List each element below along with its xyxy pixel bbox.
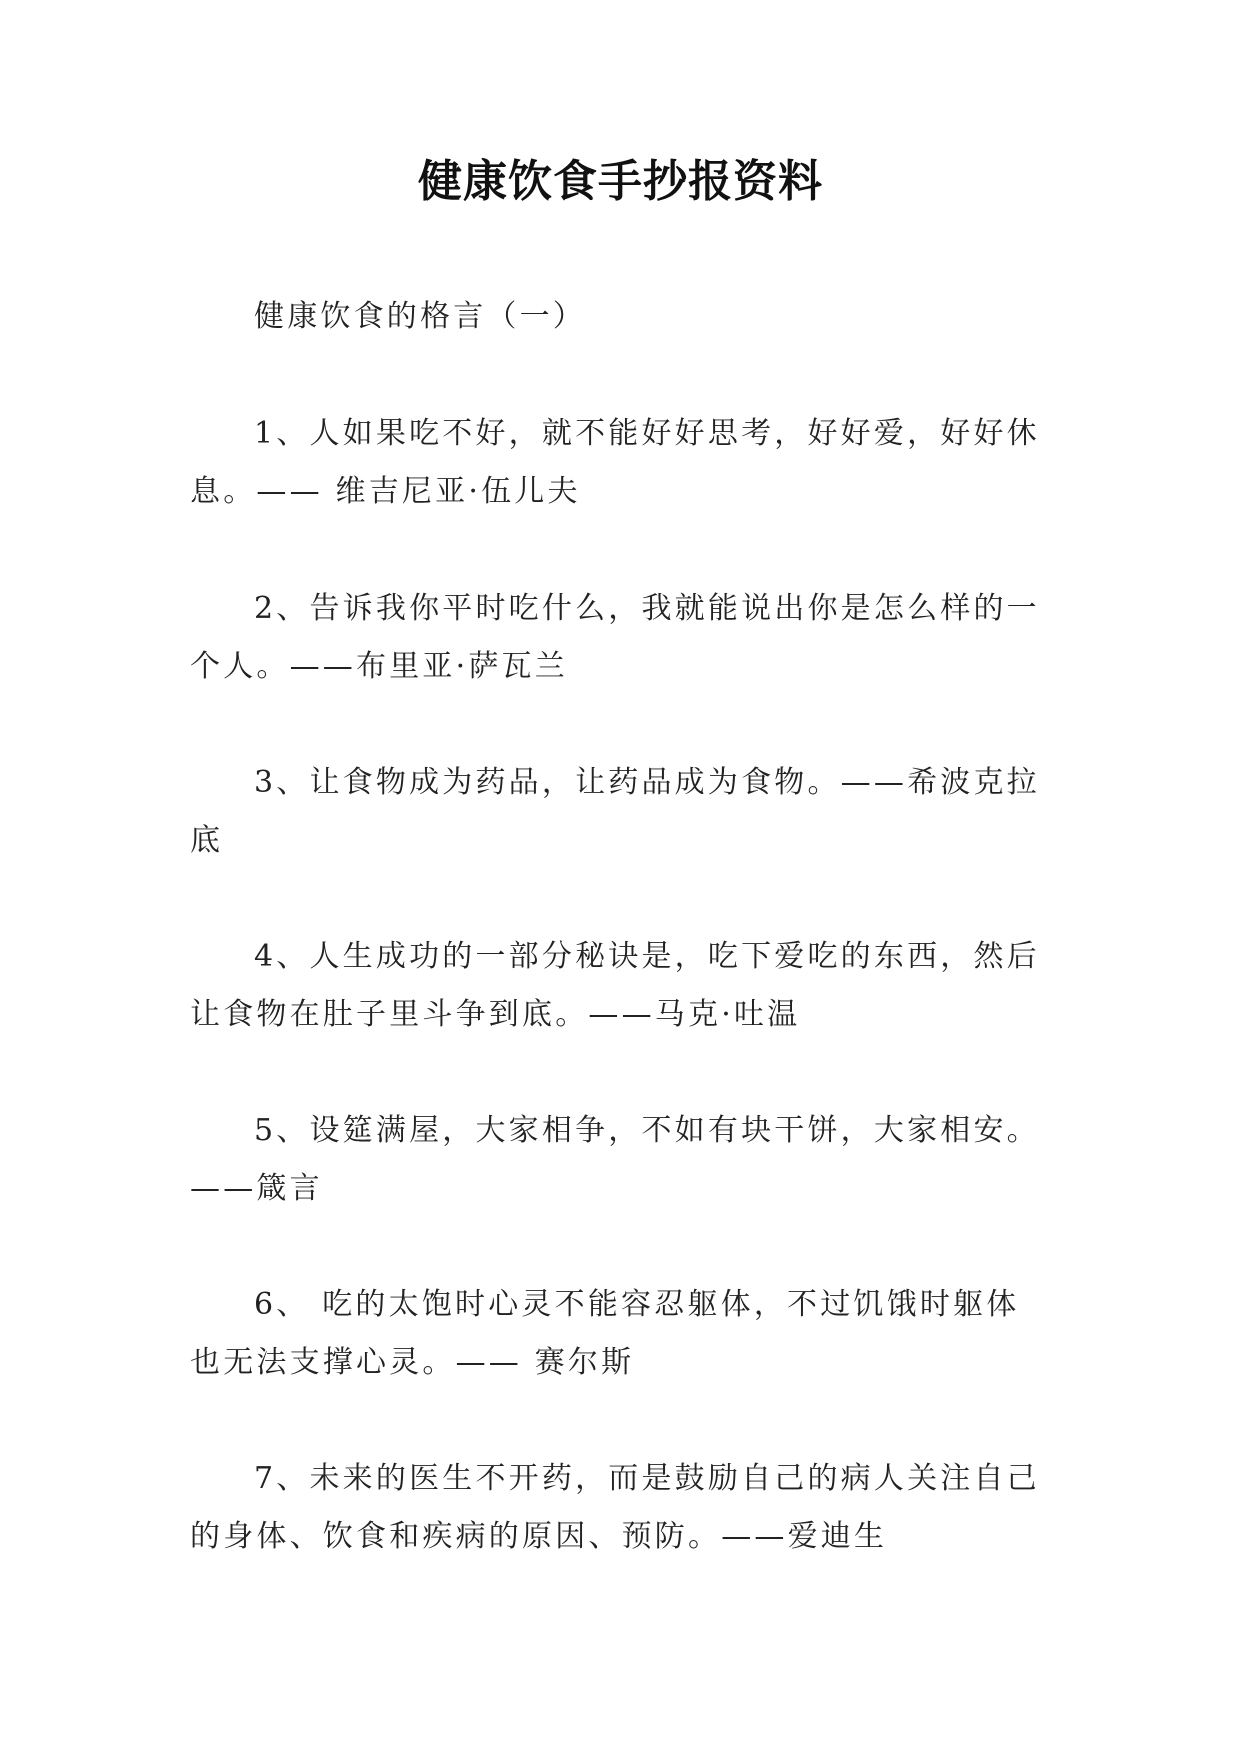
quote-paragraph: 3、让食物成为药品，让药品成为食物。——希波克拉底	[190, 765, 1040, 858]
quote-paragraph: 7、未来的医生不开药，而是鼓励自己的病人关注自己的身体、饮食和疾病的原因、预防。——爱迪生	[190, 1461, 1040, 1554]
quote-paragraph: 2、告诉我你平时吃什么，我就能说出你是怎么样的一个人。——布里亚·萨瓦兰	[190, 591, 1040, 684]
quote-paragraph: 1、人如果吃不好，就不能好好思考，好好爱，好好休息。—— 维吉尼亚·伍儿夫	[190, 416, 1040, 509]
quote-paragraph: 4、人生成功的一部分秘诀是，吃下爱吃的东西，然后让食物在肚子里斗争到底。——马克·吐温	[190, 939, 1040, 1032]
quote-paragraph: 6、 吃的太饱时心灵不能容忍躯体，不过饥饿时躯体也无法支撑心灵。—— 赛尔斯	[190, 1287, 1020, 1380]
quote-paragraph: 5、设筵满屋，大家相争，不如有块干饼，大家相安。——箴言	[190, 1113, 1040, 1206]
document-title: 健康饮食手抄报资料	[418, 156, 823, 207]
section-heading: 健康饮食的格言（一）	[254, 299, 586, 334]
